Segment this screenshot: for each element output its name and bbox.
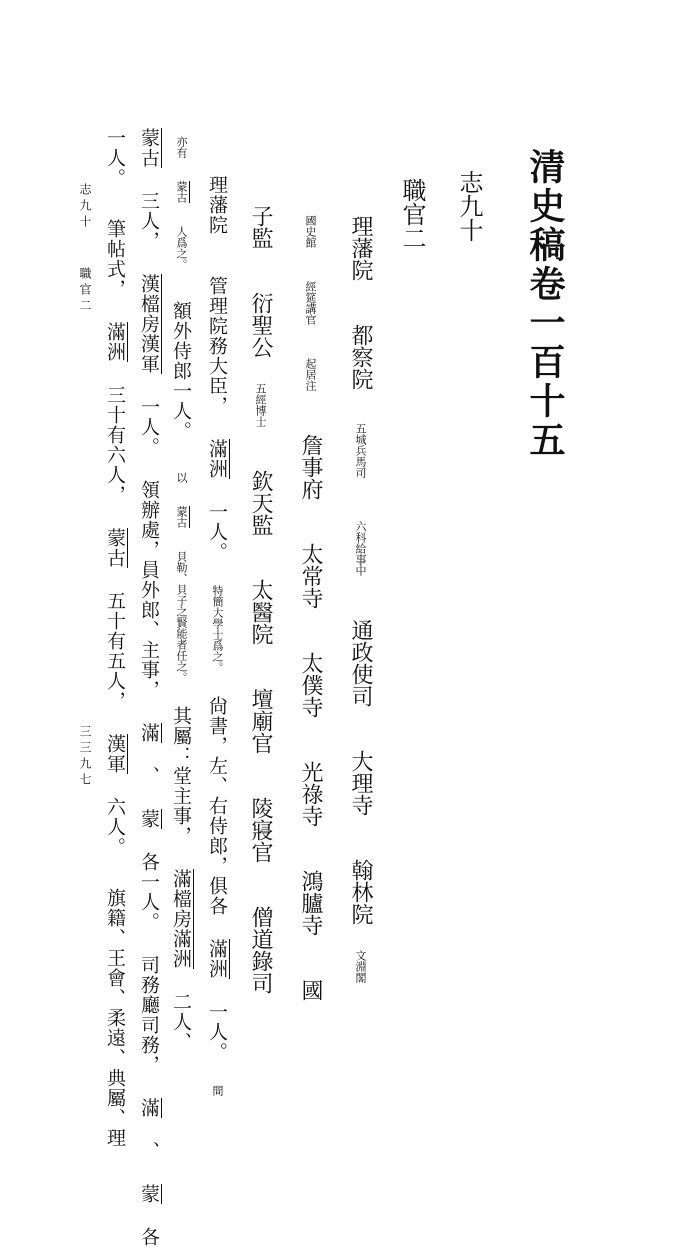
body-text: 五十有五人， [104, 591, 126, 711]
toc-item: 文淵閣 [354, 950, 367, 983]
toc-item: 六科給事中 [354, 521, 367, 576]
toc-line-1 [349, 215, 371, 983]
toc-line-3 [249, 205, 271, 994]
proper-noun-mark: 蒙 [138, 809, 160, 829]
proper-noun-mark: 滿洲 [206, 939, 228, 979]
body-text: 筆帖式， [104, 219, 126, 299]
body-text: 尙書，左、右侍郎，俱各 [206, 696, 228, 916]
page-number: 三三九七 [78, 725, 92, 789]
body-column-4 [105, 128, 124, 1148]
toc-item: 光祿寺 [298, 761, 323, 827]
proper-noun-mark: 滿 [138, 1098, 160, 1118]
body-text: 一人。 [206, 1002, 228, 1062]
toc-item: 理藩院 [348, 215, 373, 281]
toc-item: 陵寢官 [248, 797, 273, 863]
body-text: 旗籍、王會、柔遠、典屬、理 [104, 888, 126, 1148]
annotation: 間 [211, 1085, 224, 1096]
running-footer [79, 183, 91, 315]
toc-item: 五經博士 [254, 383, 267, 427]
body-text: 管理院務大臣， [206, 276, 228, 416]
annotation: 亦有 [175, 136, 188, 158]
proper-noun-mark: 蒙古 [104, 528, 126, 568]
body-text: 一人。 [138, 397, 160, 457]
body-text: 各一人。 [138, 852, 160, 932]
toc-item: 太醫院 [248, 579, 273, 645]
body-text: 、 [138, 1141, 160, 1161]
proper-noun-mark: 滿洲 [206, 439, 228, 479]
proper-noun-mark: 漢檔房漢軍 [138, 274, 160, 374]
body-text: 司務廳司務， [138, 955, 160, 1075]
body-text: 二人、 [170, 992, 192, 1052]
toc-item: 翰林院 [348, 859, 373, 925]
toc-item: 大理寺 [348, 750, 373, 816]
annotation: 特簡大學士爲之。 [211, 585, 224, 673]
toc-item: 通政使司 [348, 619, 373, 707]
body-column-2 [171, 136, 190, 1052]
toc-item: 衍聖公 [248, 292, 273, 358]
body-text: 一人。 [104, 128, 126, 188]
toc-item: 太常寺 [298, 543, 323, 609]
proper-noun-mark: 蒙古 [175, 506, 188, 528]
volume-title: 清史稿卷一百十五 [524, 148, 566, 460]
treatise-number: 志九十 [455, 170, 483, 242]
toc-line-2 [299, 215, 321, 1001]
toc-item: 起居注 [304, 358, 317, 391]
body-text: 額外侍郎一人。 [170, 301, 192, 441]
toc-item: 欽天監 [248, 470, 273, 536]
body-text: 三人， [138, 191, 160, 251]
proper-noun-mark: 漢軍 [104, 734, 126, 774]
body-text: 各 [138, 1227, 160, 1247]
proper-noun-mark: 滿檔房滿洲 [170, 869, 192, 969]
proper-noun-mark: 滿洲 [104, 322, 126, 362]
proper-noun-mark: 蒙古 [138, 128, 160, 168]
toc-item: 國史館 [304, 215, 317, 248]
body-column-1 [207, 175, 226, 1096]
toc-item: 五城兵馬司 [354, 423, 367, 478]
annotation: 以 [175, 472, 188, 483]
toc-item: 鴻臚寺 [298, 870, 323, 936]
body-text: 六人。 [104, 797, 126, 857]
annotation: 貝勒、貝子之賢能者任之。 [175, 551, 188, 683]
body-text: 、 [138, 766, 160, 786]
body-column-3 [139, 128, 158, 1247]
body-text: 其屬：堂主事， [170, 706, 192, 846]
toc-item: 經筵講官 [304, 281, 317, 325]
body-text: 領辦處，員外郎、主事， [138, 480, 160, 700]
toc-item: 僧道錄司 [248, 906, 273, 994]
toc-item: 壇廟官 [248, 688, 273, 754]
proper-noun-mark: 滿 [138, 723, 160, 743]
body-text: 三十有六人， [104, 385, 126, 505]
section-heading: 職官二 [398, 178, 426, 250]
toc-item: 子監 [248, 205, 273, 249]
annotation: 人爲之。 [175, 226, 188, 270]
toc-item: 都察院 [348, 324, 373, 390]
proper-noun-mark: 蒙古 [175, 181, 188, 203]
entry-heading: 理藩院 [206, 175, 228, 235]
toc-item: 詹事府 [298, 434, 323, 500]
body-text: 一人。 [206, 502, 228, 562]
toc-item: 太僕寺 [298, 652, 323, 718]
proper-noun-mark: 蒙 [138, 1184, 160, 1204]
toc-item: 國 [298, 979, 323, 1001]
footer-section: 職官二 [78, 267, 92, 315]
footer-chapter: 志九十 [78, 183, 92, 231]
